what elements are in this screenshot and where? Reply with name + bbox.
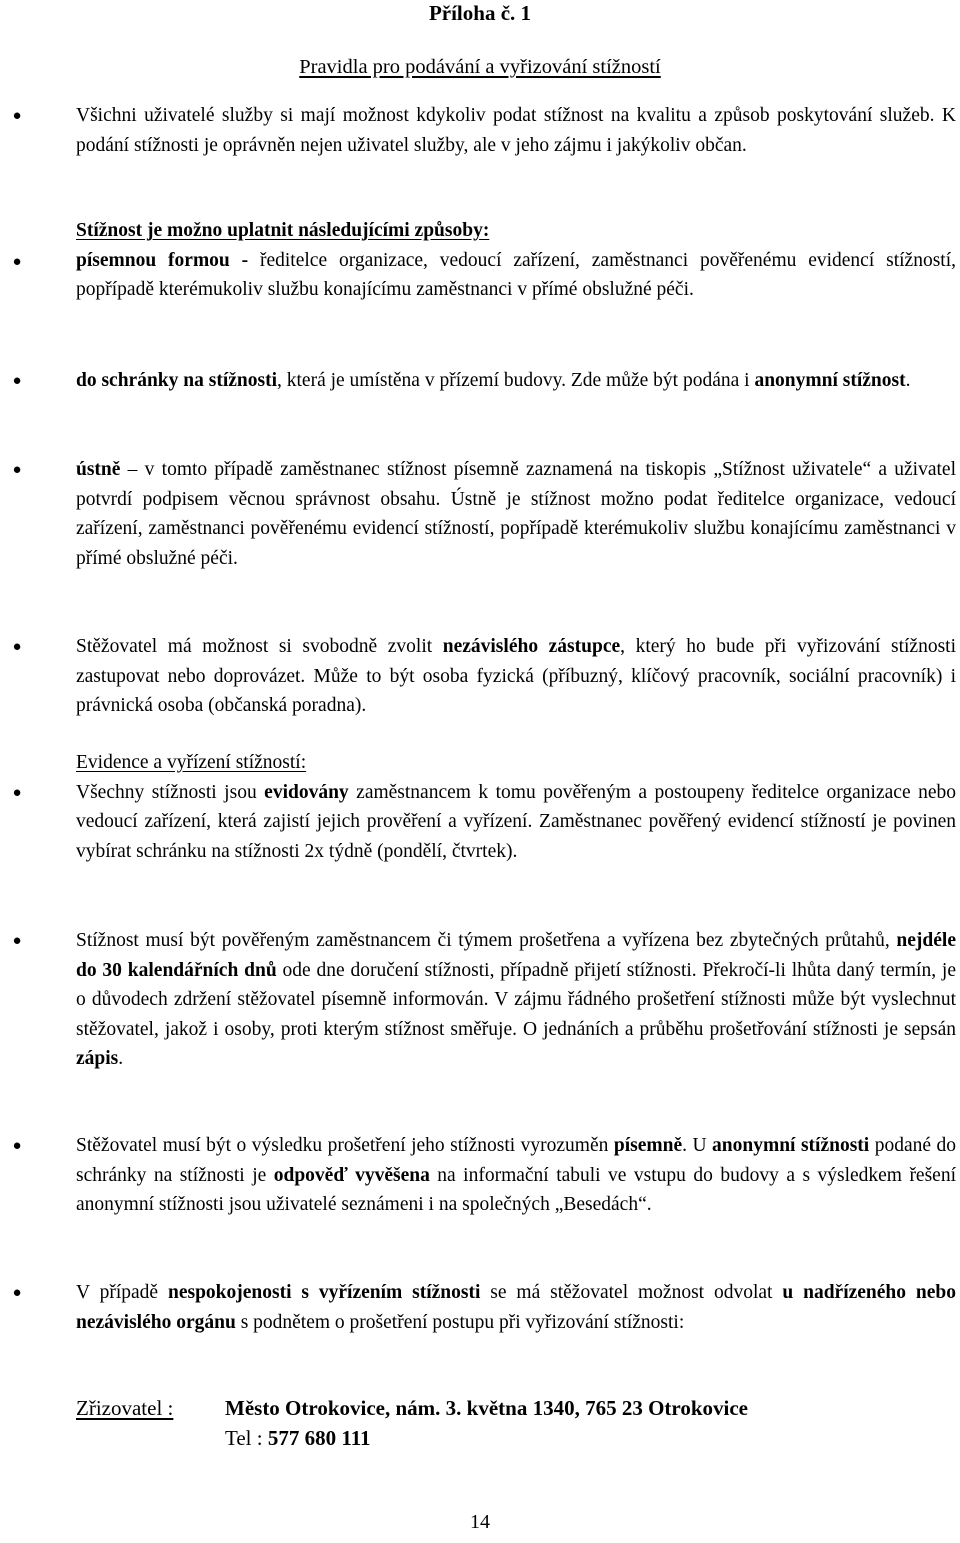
- paragraph-written-form: [76, 216, 956, 305]
- bold-term: písemnou formou -: [76, 249, 249, 271]
- bold-term: do schránky na stížnosti: [76, 370, 277, 391]
- bold-term: zápis: [76, 1048, 119, 1069]
- section-heading: Evidence a vyřízení stížností:: [76, 752, 307, 773]
- bold-term: nejdéle do 30 kalendářních dnů: [76, 930, 956, 981]
- paragraph-text: ředitelce organizace, vedoucí zařízení, zaměstnanci pověřenému evidencí stížností, popřípadě kterémukoliv službu konajícímu zaměstnanci v přímé obslužné péči.: [76, 249, 956, 300]
- paragraph-appeal: [76, 1278, 956, 1337]
- bullet-icon: ●: [12, 372, 22, 389]
- paragraph-evidence: [76, 748, 956, 866]
- paragraph-oral: [76, 455, 956, 573]
- paragraph-text: .: [118, 1048, 124, 1069]
- paragraph-text: – v tomto případě zaměstnanec stížnost písemně zaznamená na tiskopis „Stížnost uživatele“ a uživatel potvrdí podpisem věcnou správnost obsahu. Ústně je stížnost možno podat ředitelce organizace, vedoucí zařízení, zaměstnanci pověřenému evidencí stížností, popřípadě kterémukoliv službu konajícímu zaměstnanci v přímé obslužné péči.: [76, 459, 956, 569]
- bold-term: odpověď vyvěšena: [273, 1164, 430, 1186]
- paragraph-mailbox: [76, 366, 956, 396]
- paragraph-text: Stěžovatel musí být o výsledku prošetření jeho stížnosti vyrozuměn: [76, 1135, 614, 1156]
- paragraph-text: Stížnost musí být pověřeným zaměstnancem či týmem prošetřena a vyřízena bez zbytečných průtahů,: [76, 930, 897, 951]
- founder-phone: [225, 1426, 371, 1451]
- paragraph-notification: [76, 1131, 956, 1220]
- bold-term: anonymní stížnost: [754, 370, 906, 391]
- paragraph-rights: [76, 101, 956, 160]
- bold-term: nespokojenosti s vyřízením stížnosti: [167, 1282, 481, 1303]
- bullet-icon: ●: [12, 253, 22, 270]
- bold-term: u nadřízeného nebo nezávislého orgánu: [76, 1282, 956, 1333]
- bold-term: anonymní stížnosti: [712, 1135, 870, 1156]
- paragraph-text: Všechny stížnosti jsou: [76, 781, 265, 803]
- page-number: 14: [470, 1511, 490, 1533]
- phone-number: 577 680 111: [267, 1426, 371, 1450]
- section-heading: Stížnost je možno uplatnit následujícími způsoby:: [76, 220, 490, 241]
- bullet-icon: ●: [12, 107, 22, 124]
- phone-label: Tel :: [225, 1426, 268, 1450]
- paragraph-text: s podnětem o prošetření postupu při vyřizování stížnosti:: [235, 1311, 685, 1333]
- paragraph-representative: [76, 632, 956, 721]
- paragraph-text: na informační tabuli ve vstupu do budovy a s výsledkem řešení anonymní stížnosti jsou uživatelé seznámeni i na společných „Besedách“.: [76, 1164, 956, 1215]
- bold-term: písemně: [613, 1135, 683, 1156]
- bold-term: nezávislého zástupce: [442, 636, 621, 657]
- paragraph-text: Všichni uživatelé služby si mají možnost kdykoliv podat stížnost na kvalitu a způsob poskytování služeb. K podání stížnosti je oprávněn nejen uživatel služby, ale v jeho zájmu i jakýkoliv občan.: [76, 105, 956, 156]
- paragraph-text: . U: [682, 1135, 713, 1156]
- paragraph-text: .: [905, 370, 911, 391]
- paragraph-deadline: [76, 926, 956, 1074]
- bullet-icon: ●: [12, 638, 22, 655]
- bullet-icon: ●: [12, 1137, 22, 1154]
- paragraph-text: ode dne doručení stížnosti, případně přijetí stížnosti. Překročí-li lhůta daný termín, je o důvodech zdržení stěžovatel písemně informován. V zájmu řádného prošetření stížnosti může být vyslechnut stěžovatel, jakož i osoby, proti kterým stížnost směřuje. O jednáních a průběhu prošetřování stížnosti je sepsán: [76, 959, 957, 1040]
- bold-term: ústně: [76, 459, 121, 480]
- paragraph-text: podané do schránky na stížnosti je: [76, 1135, 956, 1186]
- paragraph-text: , který ho bude při vyřizování stížnosti zastupovat nebo doprovázet. Může to být osoba fyzická (příbuzný, klíčový pracovník, sociální pracovník) i právnická osoba (občanská poradna).: [76, 636, 956, 716]
- paragraph-text: , která je umístěna v přízemí budovy. Zde může být podána i: [277, 370, 755, 391]
- paragraph-text: se má stěžovatel možnost odvolat: [480, 1282, 783, 1303]
- bold-term: evidovány: [264, 781, 349, 803]
- paragraph-text: Stěžovatel má možnost si svobodně zvolit: [76, 636, 443, 657]
- paragraph-text: zaměstnancem k tomu pověřeným a postoupeny ředitelce organizace nebo vedoucí zařízení, která zajistí jejich prověření a vyřízení. Zaměstnanec pověřený evidencí stížností je povinen vybírat schránku na stížnosti 2x týdně (pondělí, čtvrtek).: [76, 781, 956, 862]
- founder-label: Zřizovatel :: [76, 1396, 174, 1420]
- paragraph-text: V případě: [76, 1282, 168, 1303]
- page-title: Příloha č. 1: [428, 1, 532, 25]
- bullet-icon: ●: [12, 784, 22, 801]
- founder-address: Město Otrokovice, nám. 3. května 1340, 765 23 Otrokovice: [225, 1396, 749, 1420]
- bullet-icon: ●: [12, 932, 22, 949]
- bullet-icon: ●: [12, 1284, 22, 1301]
- document-subtitle: Pravidla pro podávání a vyřizování stížností: [299, 56, 661, 78]
- bullet-icon: ●: [12, 461, 22, 478]
